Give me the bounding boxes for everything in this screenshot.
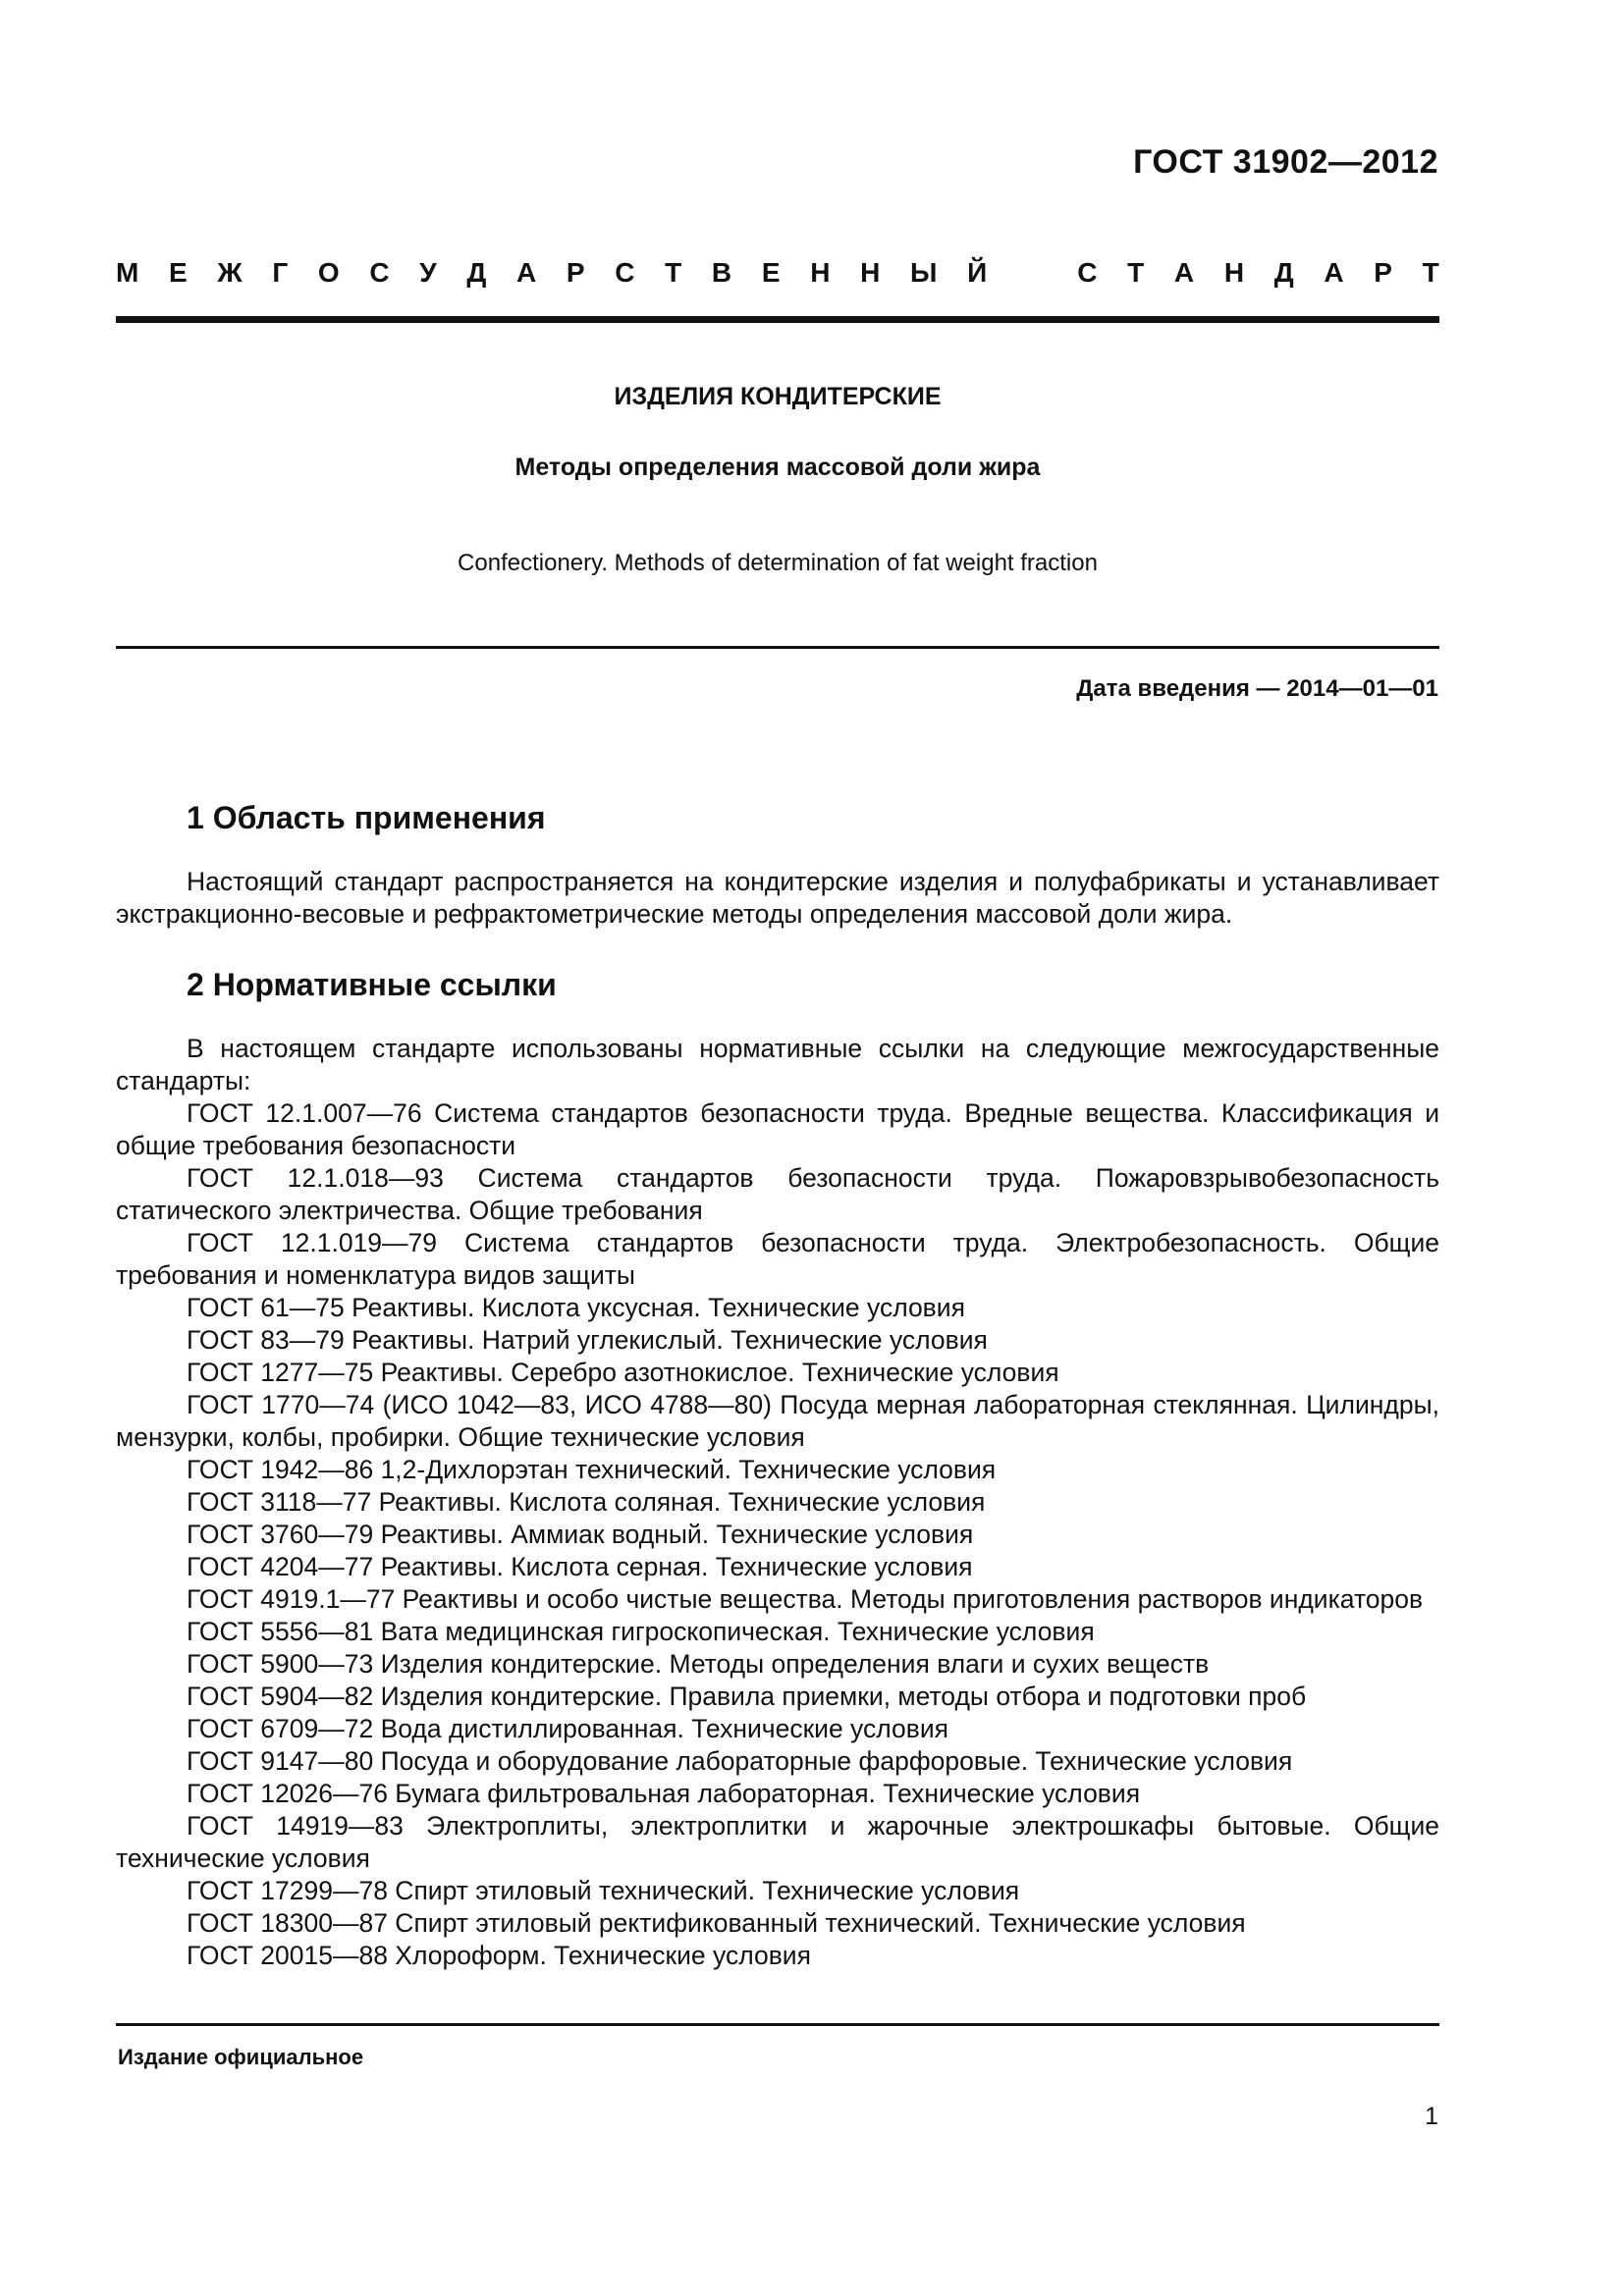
footer-divider [116, 2023, 1439, 2026]
reference-item: ГОСТ 1277—75 Реактивы. Серебро азотнокислое. Технические условия [187, 1358, 1059, 1387]
references-intro: В настоящем стандарте использованы нормативные ссылки на следующие межгосударственные стандарты: [116, 1034, 1439, 1095]
reference-item: ГОСТ 4204—77 Реактивы. Кислота серная. Технические условия [187, 1552, 973, 1581]
banner-letter: Ы [910, 257, 938, 288]
banner-letter: В [711, 257, 732, 288]
normative-references-body [116, 1033, 1439, 1972]
banner-letter: С [369, 257, 390, 288]
reference-item: ГОСТ 3118—77 Реактивы. Кислота соляная. Технические условия [187, 1487, 986, 1517]
reference-item: ГОСТ 18300—87 Спирт этиловый ректификованный технический. Технические условия [187, 1908, 1246, 1938]
reference-item: ГОСТ 61—75 Реактивы. Кислота уксусная. Технические условия [187, 1293, 965, 1322]
banner-letter: А [1324, 257, 1344, 288]
reference-item: ГОСТ 12.1.007—76 Система стандартов безопасности труда. Вредные вещества. Классификация и общие требования безопасности [116, 1098, 1439, 1160]
document-title: ИЗДЕЛИЯ КОНДИТЕРСКИЕ [614, 383, 942, 410]
reference-item: ГОСТ 1942—86 1,2-Дихлорэтан технический. Технические условия [187, 1455, 997, 1484]
reference-item: ГОСТ 5900—73 Изделия кондитерские. Методы определения влаги и сухих веществ [187, 1649, 1210, 1679]
reference-item: ГОСТ 14919—83 Электроплиты, электроплитки и жарочные электрошкафы бытовые. Общие технические условия [116, 1811, 1439, 1873]
banner-letter: Р [1374, 257, 1392, 288]
banner-letter: Н [860, 257, 881, 288]
official-edition-label: Издание официальное [118, 2045, 364, 2069]
banner-letter: Р [566, 257, 585, 288]
banner-letter: С [1077, 257, 1098, 288]
standard-type-banner [116, 257, 1439, 289]
banner-letter: М [116, 257, 139, 288]
reference-item: ГОСТ 5904—82 Изделия кондитерские. Правила приемки, методы отбора и подготовки проб [187, 1682, 1307, 1711]
banner-letter: Е [169, 257, 188, 288]
reference-item: ГОСТ 4919.1—77 Реактивы и особо чистые вещества. Методы приготовления растворов индикаторов [187, 1584, 1424, 1614]
banner-letter: Г [272, 257, 289, 288]
reference-item: ГОСТ 12.1.019—79 Система стандартов безопасности труда. Электробезопасность. Общие требования и номенклатура видов защиты [116, 1228, 1439, 1290]
banner-letter: О [317, 257, 340, 288]
banner-letter: Ж [217, 257, 243, 288]
section-heading-scope: 1 Область применения [187, 800, 546, 835]
banner-letter: Й [967, 257, 988, 288]
reference-item: ГОСТ 5556—81 Вата медицинская гигроскопическая. Технические условия [187, 1617, 1095, 1646]
document-title-english: Confectionery. Methods of determination of fat weight fraction [458, 550, 1098, 576]
banner-letter: С [615, 257, 635, 288]
introduction-date: Дата введения — 2014—01—01 [1076, 675, 1438, 702]
banner-letter: Н [810, 257, 831, 288]
scope-section-body [116, 866, 1439, 931]
banner-letter: Д [1273, 257, 1294, 288]
header-divider [116, 316, 1439, 323]
banner-letter: Д [466, 257, 487, 288]
banner-letter: Т [665, 257, 682, 288]
banner-letter: У [419, 257, 437, 288]
banner-letter: Е [761, 257, 781, 288]
reference-item: ГОСТ 17299—78 Спирт этиловый технический. Технические условия [187, 1876, 1020, 1905]
reference-item: ГОСТ 6709—72 Вода дистиллированная. Технические условия [187, 1714, 948, 1743]
banner-letter: А [515, 257, 537, 288]
scope-paragraph: Настоящий стандарт распространяется на кондитерские изделия и полуфабрикаты и устанавливает экстракционно-весовые и рефрактометрические методы определения массовой доли жира. [116, 867, 1439, 929]
document-subtitle: Методы определения массовой доли жира [514, 454, 1041, 481]
reference-item: ГОСТ 9147—80 Посуда и оборудование лабораторные фарфоровые. Технические условия [187, 1746, 1293, 1776]
banner-letter: Н [1223, 257, 1245, 288]
document-number: ГОСТ 31902—2012 [1133, 143, 1438, 181]
page-number: 1 [1425, 2103, 1438, 2130]
reference-item: ГОСТ 3760—79 Реактивы. Аммиак водный. Технические условия [187, 1520, 974, 1549]
section-heading-normative-refs: 2 Нормативные ссылки [187, 967, 557, 1002]
banner-letter: А [1173, 257, 1195, 288]
banner-letter: Т [1422, 257, 1439, 288]
reference-item: ГОСТ 12.1.018—93 Система стандартов безопасности труда. Пожаровзрывобезопасность статического электричества. Общие требования [116, 1163, 1439, 1225]
reference-item: ГОСТ 12026—76 Бумага фильтровальная лабораторная. Технические условия [187, 1779, 1141, 1808]
banner-letter: Т [1127, 257, 1145, 288]
title-divider [116, 646, 1439, 649]
reference-item: ГОСТ 20015—88 Хлороформ. Технические условия [187, 1941, 811, 1970]
reference-item: ГОСТ 83—79 Реактивы. Натрий углекислый. Технические условия [187, 1325, 988, 1355]
reference-item: ГОСТ 1770—74 (ИСО 1042—83, ИСО 4788—80) Посуда мерная лабораторная стеклянная. Цилиндры, мензурки, колбы, пробирки. Общие технические условия [116, 1390, 1439, 1452]
